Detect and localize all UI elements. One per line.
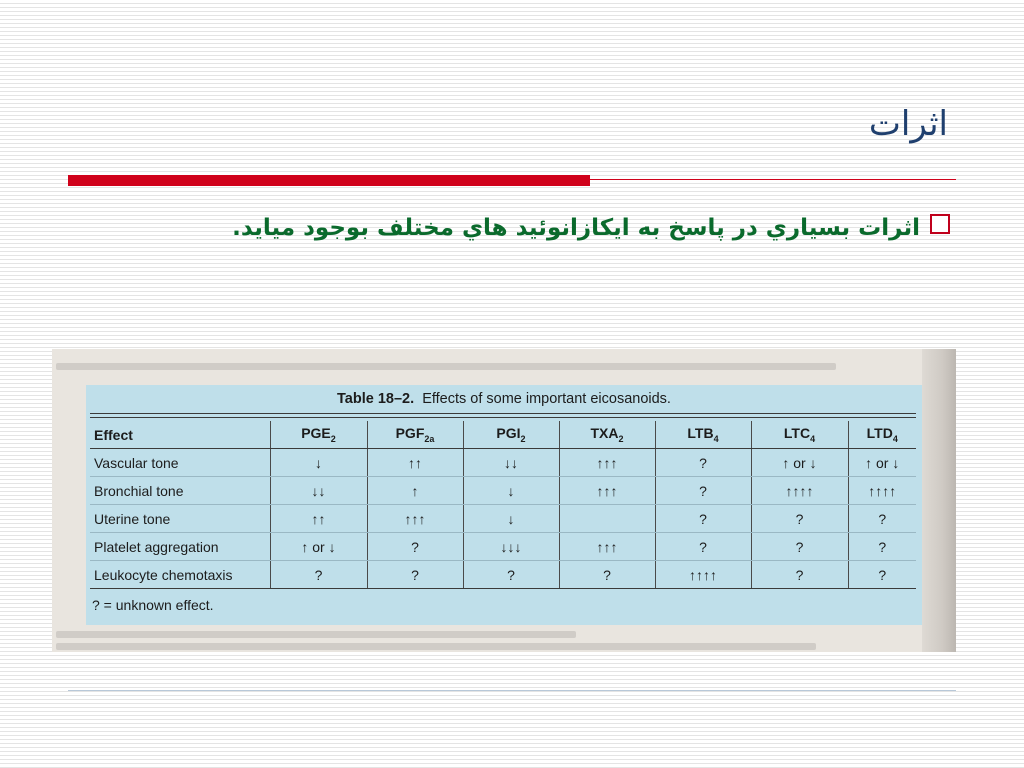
table-cell bbox=[559, 505, 655, 533]
table-row bbox=[90, 533, 916, 561]
table-cell: ↑ or ↓ bbox=[848, 449, 916, 477]
scanned-text-line bbox=[56, 631, 576, 638]
table-cell: ? bbox=[655, 477, 751, 505]
bullet-text: اثرات بسياري در پاسخ به ايكازانوئيد هاي مختلف بوجود ميايد. bbox=[232, 215, 920, 241]
table-row bbox=[90, 561, 916, 589]
table-panel bbox=[86, 385, 922, 625]
table-cell: ? bbox=[367, 533, 463, 561]
table-row bbox=[90, 477, 916, 505]
table-cell: ? bbox=[655, 449, 751, 477]
table-cell: ↑↑↑↑ bbox=[655, 561, 751, 589]
column-header: $PGF_{2a}$ bbox=[367, 421, 463, 449]
table-cell: ↑↑ bbox=[367, 449, 463, 477]
table-header-row bbox=[90, 421, 916, 449]
table-cell: ? bbox=[270, 561, 367, 589]
hollow-square-bullet-icon bbox=[930, 214, 950, 234]
column-header: $PGE_2$ bbox=[270, 421, 367, 449]
caption-rule bbox=[90, 417, 916, 418]
effects-table bbox=[90, 421, 916, 589]
table-cell: ↓↓ bbox=[270, 477, 367, 505]
table-cell: ↑↑↑↑ bbox=[848, 477, 916, 505]
table-cell: ? bbox=[751, 505, 848, 533]
bullet-item bbox=[100, 203, 950, 253]
table-cell: ↑↑↑ bbox=[559, 449, 655, 477]
table-cell: ? bbox=[848, 561, 916, 589]
table-caption bbox=[86, 391, 922, 407]
caption-rule bbox=[90, 413, 916, 414]
table-cell: ? bbox=[848, 505, 916, 533]
table-row bbox=[90, 449, 916, 477]
scanned-text-line bbox=[56, 643, 816, 650]
table-cell: ? bbox=[751, 561, 848, 589]
table-cell: ? bbox=[848, 533, 916, 561]
column-header: $TXA_2$ bbox=[559, 421, 655, 449]
table-cell: ↑ or ↓ bbox=[270, 533, 367, 561]
table-cell: ↑↑↑ bbox=[367, 505, 463, 533]
table-cell: ↓↓ bbox=[463, 449, 559, 477]
table-cell: ↑↑↑↑ bbox=[751, 477, 848, 505]
table-cell: ↓ bbox=[463, 477, 559, 505]
column-header: $LTC_4$ bbox=[751, 421, 848, 449]
table-cell: ↓↓↓ bbox=[463, 533, 559, 561]
table-cell: ? bbox=[559, 561, 655, 589]
table-cell: ? bbox=[463, 561, 559, 589]
row-label: Bronchial tone bbox=[90, 477, 270, 505]
table-row bbox=[90, 505, 916, 533]
column-header: $PGI_2$ bbox=[463, 421, 559, 449]
page-edge-shadow bbox=[922, 349, 956, 652]
footer-divider bbox=[68, 690, 956, 691]
table-cell: ↑↑↑ bbox=[559, 533, 655, 561]
title-underline-accent bbox=[68, 175, 590, 186]
table-cell: ? bbox=[367, 561, 463, 589]
table-cell: ↓ bbox=[463, 505, 559, 533]
table-cell: ↑↑ bbox=[270, 505, 367, 533]
table-cell: ↑↑↑ bbox=[559, 477, 655, 505]
table-cell: ? bbox=[751, 533, 848, 561]
table-footnote: ? = unknown effect. bbox=[92, 597, 214, 613]
column-header: Effect bbox=[90, 421, 270, 449]
table-cell: ? bbox=[655, 533, 751, 561]
table-cell: ? bbox=[655, 505, 751, 533]
row-label: Vascular tone bbox=[90, 449, 270, 477]
row-label: Leukocyte chemotaxis bbox=[90, 561, 270, 589]
row-label: Platelet aggregation bbox=[90, 533, 270, 561]
row-label: Uterine tone bbox=[90, 505, 270, 533]
scanned-text-line bbox=[56, 363, 836, 370]
eicosanoid-table-figure bbox=[52, 349, 956, 652]
table-caption-label: Table 18–2. bbox=[337, 391, 415, 407]
column-header: $LTB_4$ bbox=[655, 421, 751, 449]
table-cell: ↓ bbox=[270, 449, 367, 477]
table-cell: ↑ bbox=[367, 477, 463, 505]
column-header: $LTD_4$ bbox=[848, 421, 916, 449]
table-cell: ↑ or ↓ bbox=[751, 449, 848, 477]
slide-title: اثرات bbox=[868, 104, 948, 144]
table-caption-text: Effects of some important eicosanoids. bbox=[422, 391, 671, 407]
title-underline-thin bbox=[590, 179, 956, 180]
